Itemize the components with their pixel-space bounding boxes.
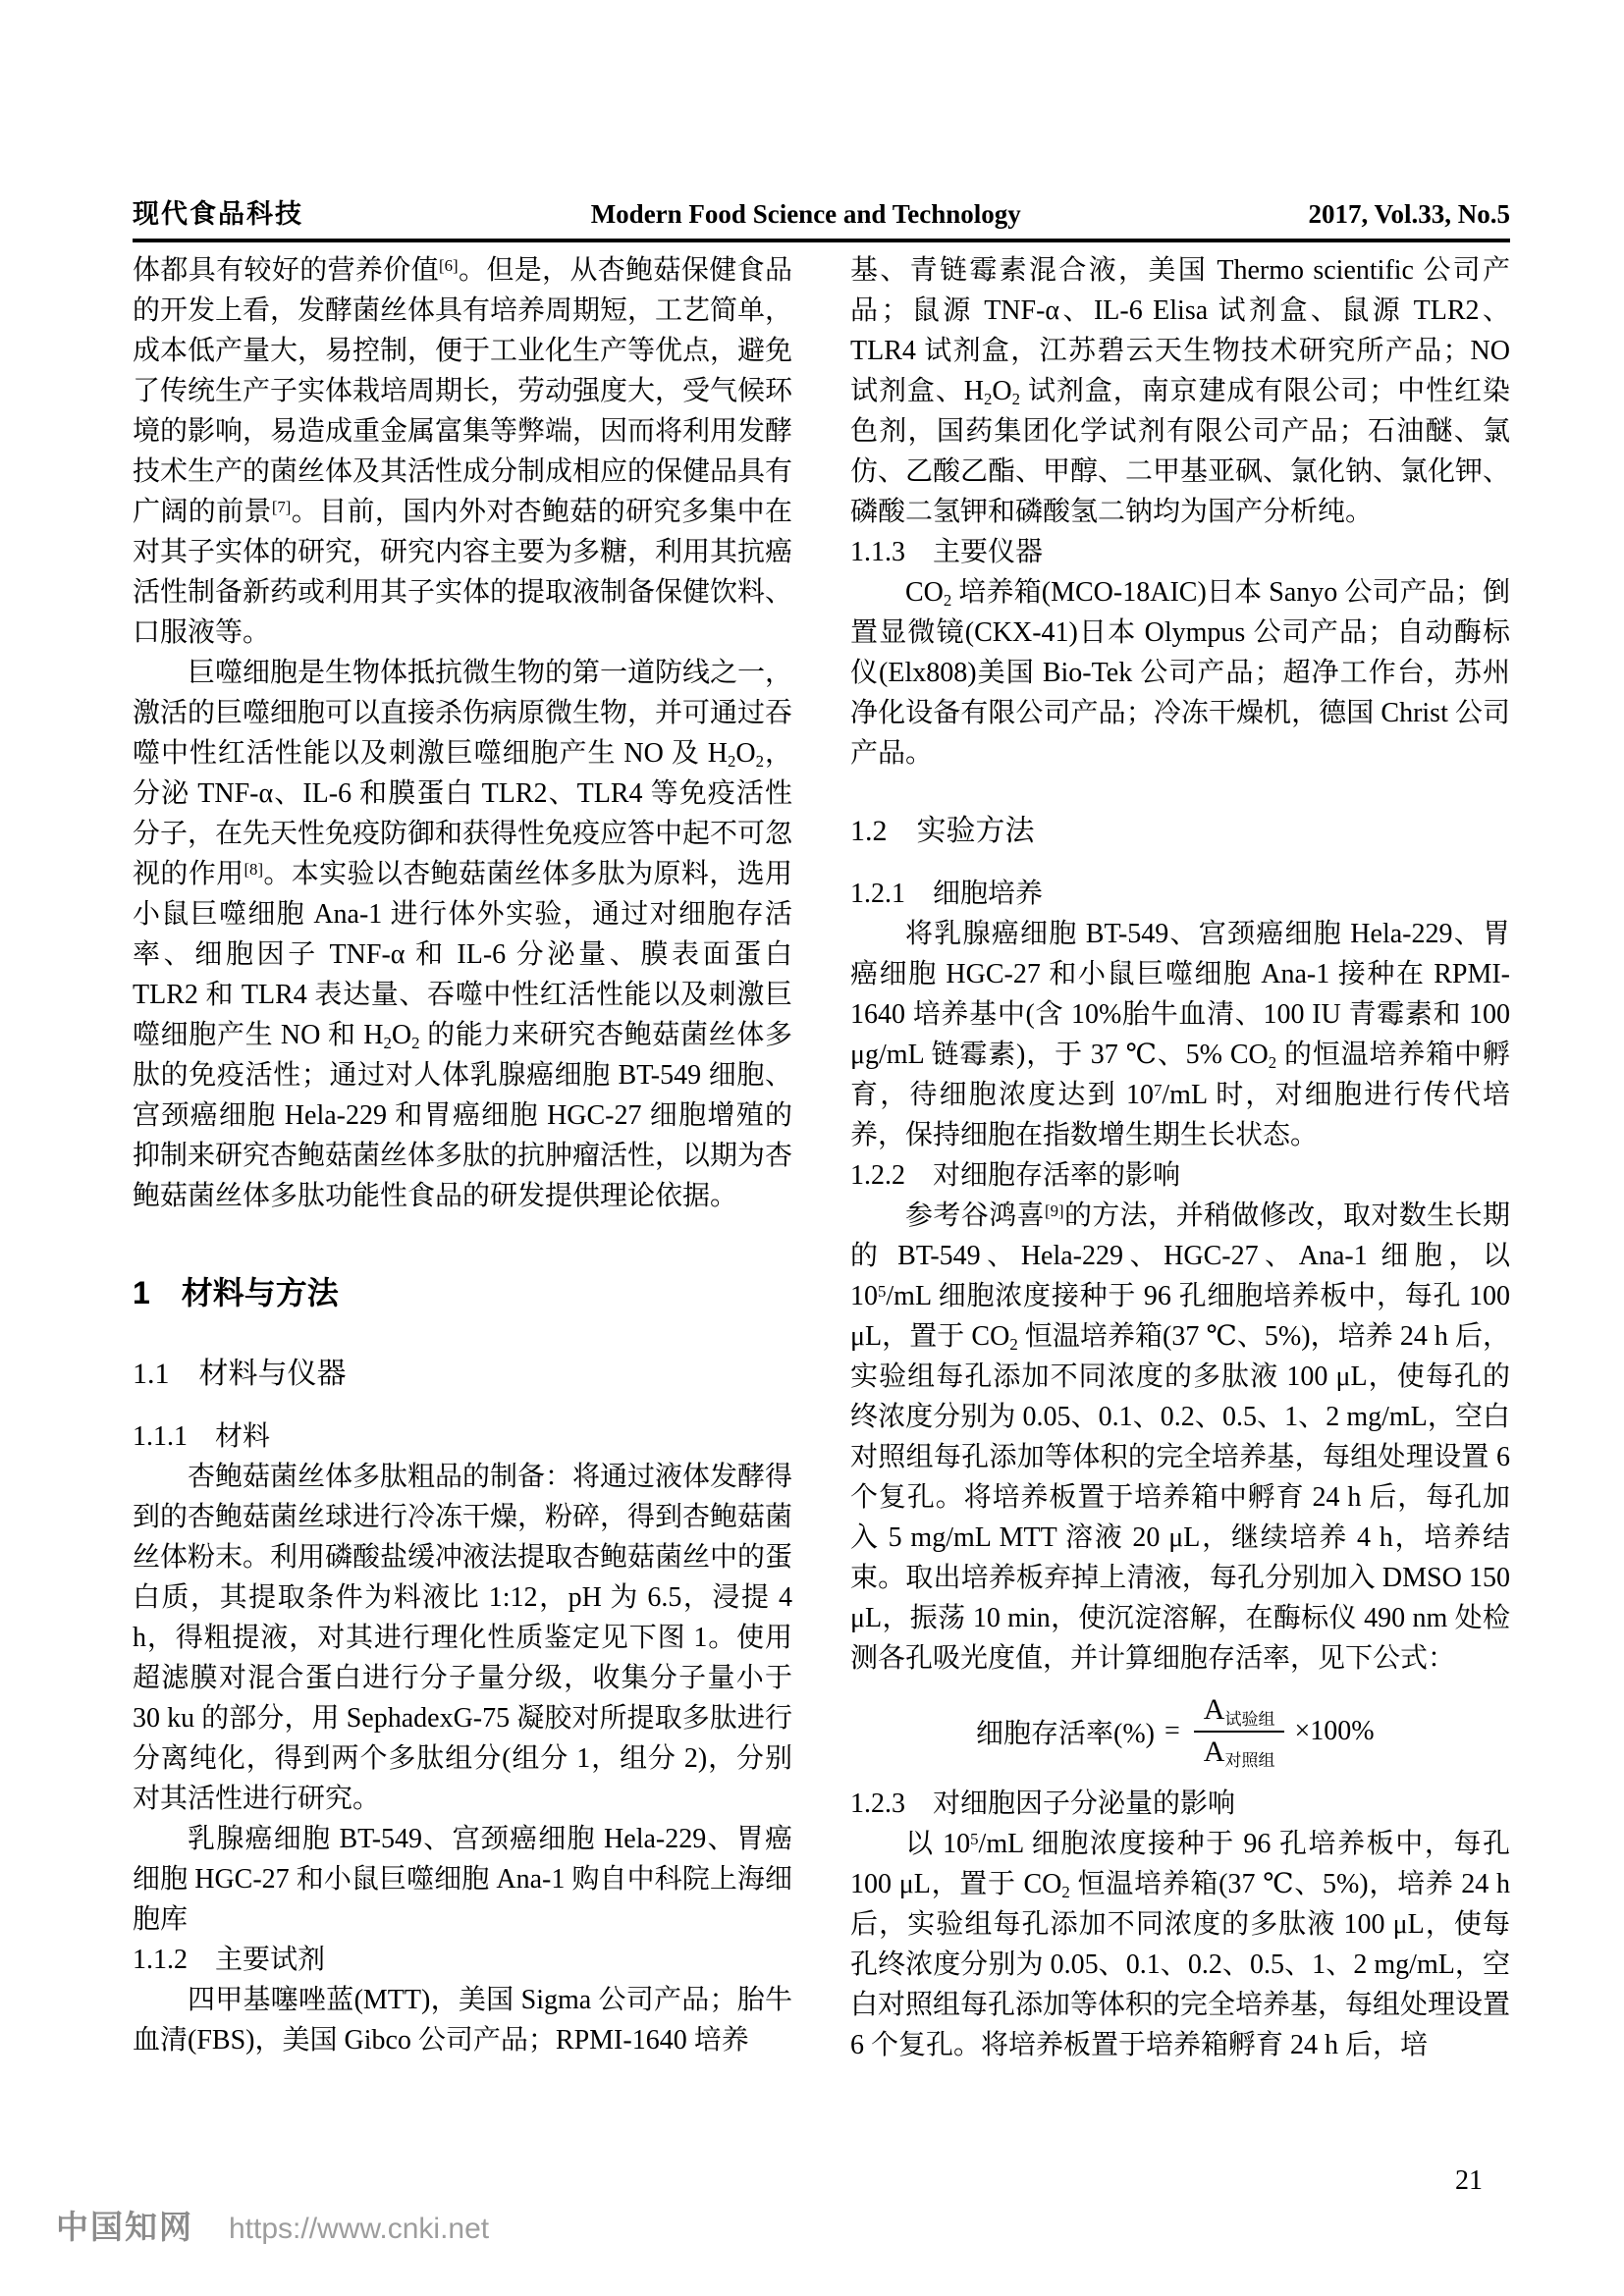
formula-numerator-subscript: 试验组 <box>1224 1709 1275 1729</box>
subsection-heading-cytokine-secretion-effect: 1.2.3 对细胞因子分泌量的影响 <box>850 1789 1236 1819</box>
subsection-heading-cell-viability-effect: 1.2.2 对细胞存活率的影响 <box>850 1160 1181 1191</box>
subsection-heading-main-instruments: 1.1.3 主要仪器 <box>850 537 1044 567</box>
formula-equals-sign: = <box>1164 1715 1180 1746</box>
formula-numerator <box>1194 1690 1285 1733</box>
paragraph-instruments: $CO_2$ 培养箱(MCO-18AIC)日本 Sanyo 公司产品；倒置显微镜(CKX-41)日本 Olympus 公司产品；自动酶标仪(Elx808)美国 Bio-Tek 公司产品；超净工作台，苏州净化设备有限公司产品；冷冻干燥机，德国 Christ 公司产品。 <box>850 577 1510 769</box>
paragraph-intro-continuation: 体都具有较好的营养价值[6]。但是，从杏鲍菇保健食品的开发上看，发酵菌丝体具有培养周期短，工艺简单，成本低产量大，易控制，便于工业化生产等优点，避免了传统生产子实体栽培周期长，劳动强度大，受气候环境的影响，易造成重金属富集等弊端，因而将利用发酵技术生产的菌丝体及其活性成分制成相应的保健品具有广阔的前景[7]。目前，国内外对杏鲍菇的研究多集中在对其子实体的研究，研究内容主要为多糖，利用其抗癌活性制备新药或利用其子实体的提取液制备保健饮料、口服液等。 <box>133 255 793 648</box>
header-rule <box>133 239 1510 242</box>
section-heading-materials-and-methods: 1 材料与方法 <box>133 1275 339 1310</box>
right-column <box>850 250 1510 2065</box>
paragraph-reagents: 四甲基噻唑蓝(MTT)，美国 Sigma 公司产品；胎牛血清(FBS)，美国 Gibco 公司产品；RPMI-1640 培养 <box>133 1985 792 2056</box>
subsection-heading-materials-instruments: 1.1 材料与仪器 <box>133 1358 347 1390</box>
paragraph-cell-sources: 乳腺癌细胞 BT-549、宫颈癌细胞 Hela-229、胃癌细胞 HGC-27 和小鼠巨噬细胞 Ana-1 购自中科院上海细胞库 <box>133 1824 792 1935</box>
issue-info: 2017, Vol.33, No.5 <box>1308 199 1510 229</box>
paragraph-material-preparation: 杏鲍菇菌丝体多肽粗品的制备：将通过液体发酵得到的杏鲍菇菌丝球进行冷冻干燥，粉碎，得到杏鲍菇菌丝体粉末。利用磷酸盐缓冲液法提取杏鲍菇菌丝中的蛋白质，其提取条件为料液比 1:12，pH 为 6.5，浸提 4 h，得粗提液，对其进行理化性质鉴定见下图 1。使用超滤膜对混合蛋白进行分子量分级，收集分子量小于 30 ku 的部分，用 SephadexG-75 凝胶对所提取多肽进行分离纯化，得到两个多肽组分(组分 1，组分 2)，分别对其活性进行研究。 <box>133 1462 793 1814</box>
cnki-url-link[interactable]: https://www.cnki.net <box>229 2213 490 2245</box>
cell-viability-formula <box>976 1690 1510 1772</box>
cnki-logo-text: 中国知网 <box>56 2209 193 2245</box>
paragraph-macrophage-intro: 巨噬细胞是生物体抵抗微生物的第一道防线之一，激活的巨噬细胞可以直接杀伤病原微生物，并可通过吞噬中性红活性能以及刺激巨噬细胞产生 NO 及 $H_2O_2$，分泌 TNF-α、IL-6 和膜蛋白 TLR2、TLR4 等免疫活性分子，在先天性免疫防御和获得性免疫应答中起不可忽视的作用[8]。本实验以杏鲍菇菌丝体多肽为原料，选用小鼠巨噬细胞 Ana-1 进行体外实验，通过对细胞存活率、细胞因子 TNF-α 和 IL-6 分泌量、膜表面蛋白 TLR2 和 TLR4 表达量、吞噬中性红活性能以及刺激巨噬细胞产生 NO 和 $H_2O_2$ 的能力来研究杏鲍菇菌丝体多肽的免疫活性；通过对人体乳腺癌细胞 BT-549 细胞、宫颈癌细胞 Hela-229 和胃癌细胞 HGC-27 细胞增殖的抑制来研究杏鲍菇菌丝体多肽的抗肿瘤活性，以期为杏鲍菇菌丝体多肽功能性食品的研发提供理论依据。 <box>133 658 793 1211</box>
formula-denominator-subscript: 对照组 <box>1224 1751 1275 1771</box>
paragraph-reagents-continuation: 基、青链霉素混合液，美国 Thermo scientific 公司产品；鼠源 TNF-α、IL-6 Elisa 试剂盒、鼠源 TLR2、TLR4 试剂盒，江苏碧云天生物技术研究所产品；NO 试剂盒、$H_2O_2$ 试剂盒，南京建成有限公司；中性红染色剂，国药集团化学试剂有限公司产品；石油醚、氯仿、乙酸乙酯、甲醇、二甲基亚砜、氯化钠、氯化钾、磷酸二氢钾和磷酸氢二钠均为国产分析纯。 <box>850 255 1511 527</box>
page-header <box>133 192 1510 231</box>
formula-denominator-base: A <box>1203 1735 1225 1768</box>
formula-fraction <box>1194 1690 1285 1772</box>
page-number: 21 <box>1455 2165 1483 2196</box>
formula-lhs: 细胞存活率(%) <box>976 1718 1155 1749</box>
left-column <box>133 250 792 2060</box>
paragraph-cell-culture: 将乳腺癌细胞 BT-549、宫颈癌细胞 Hela-229、胃癌细胞 HGC-27 和小鼠巨噬细胞 Ana-1 接种在 RPMI-1640 培养基中(含 10%胎牛血清、100 IU 青霉素和 100 μg/mL 链霉素)，于 37 ℃、5% $CO_2$ 的恒温培养箱中孵育，待细胞浓度达到 $10^7/mL$ 时，对细胞进行传代培养，保持细胞在指数增生期生长状态。 <box>850 919 1510 1150</box>
journal-name-en: Modern Food Science and Technology <box>590 199 1021 229</box>
formula-denominator <box>1194 1733 1285 1773</box>
formula-numerator-base: A <box>1203 1693 1225 1726</box>
subsection-heading-main-reagents: 1.1.2 主要试剂 <box>133 1945 326 1975</box>
cnki-watermark <box>56 2202 489 2248</box>
subsection-heading-cell-culture: 1.2.1 细胞培养 <box>850 879 1044 909</box>
subsection-heading-material: 1.1.1 材料 <box>133 1421 271 1452</box>
subsection-heading-experimental-methods: 1.2 实验方法 <box>850 815 1035 847</box>
formula-multiplier: ×100% <box>1294 1715 1375 1746</box>
paragraph-cytokine-assay: 以 $10^5/mL$ 细胞浓度接种于 96 孔培养板中，每孔 100 μL，置于 $CO_2$ 恒温培养箱(37 ℃、5%)，培养 24 h 后，实验组每孔添加不同浓度的多肽液 100 μL，使每孔终浓度分别为 0.05、0.1、0.2、0.5、1、2 mg/mL，空白对照组每孔添加等体积的完全培养基，每组处理设置 6 个复孔。将培养板置于培养箱孵育 24 h 后，培 <box>850 1829 1511 2060</box>
journal-name-cn: 现代食品科技 <box>133 199 303 229</box>
paragraph-cell-viability-assay: 参考谷鸿喜[9]的方法，并稍做修改，取对数生长期的 BT-549、Hela-229、HGC-27、Ana-1 细胞，以 $10^5/mL$ 细胞浓度接种于 96 孔细胞培养板中，每孔 100 μL，置于 $CO_2$ 恒温培养箱(37 ℃、5%)，培养 24 h 后，实验组每孔添加不同浓度的多肽液 100 μL，使每孔的终浓度分别为 0.05、0.1、0.2、0.5、1、2 mg/mL，空白对照组每孔添加等体积的完全培养基，每组处理设置 6 个复孔。将培养板置于培养箱中孵育 24 h 后，每孔加入 5 mg/mL MTT 溶液 20 μL，继续培养 4 h，培养结束。取出培养板弃掉上清液，每孔分别加入 DMSO 150 μL，振荡 10 min，使沉淀溶解，在酶标仪 490 nm 处检测各孔吸光度值，并计算细胞存活率，见下公式： <box>850 1201 1511 1674</box>
